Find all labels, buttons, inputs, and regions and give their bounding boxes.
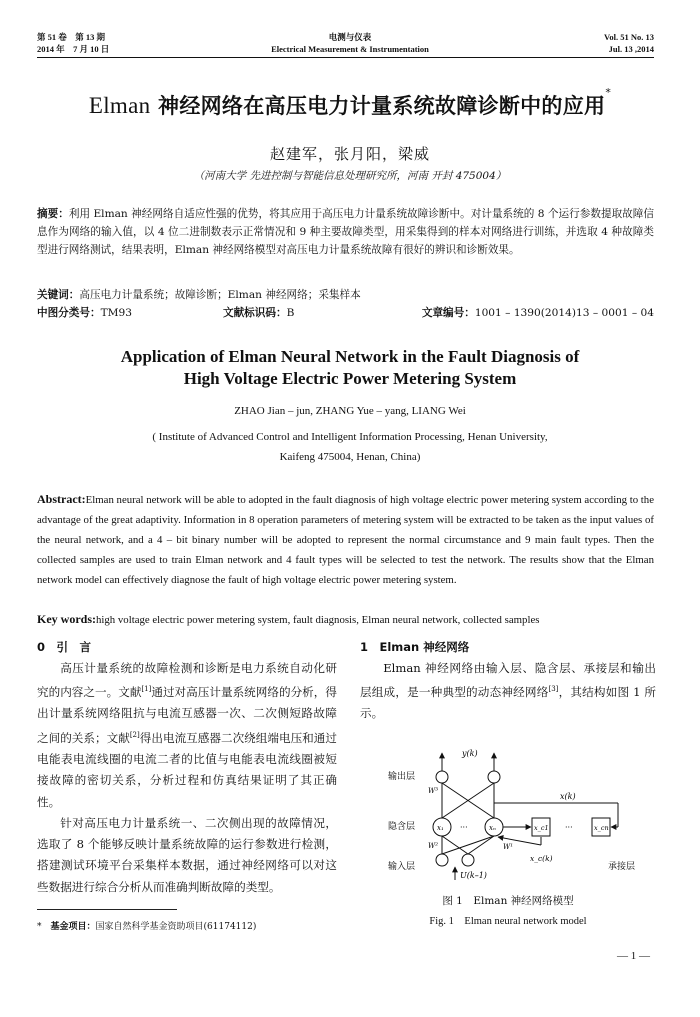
article-number — [422, 305, 654, 321]
clc-number — [37, 305, 132, 321]
section-1-paragraph-1 — [360, 658, 656, 725]
hidden-dots: ··· — [460, 823, 468, 832]
header-vol-issue-en: Vol. 51 No. 13 — [604, 32, 654, 42]
keywords-en-label: Key words: — [37, 612, 96, 626]
label-u-k1: U(k–1) — [460, 871, 487, 880]
input-node-1 — [436, 854, 448, 866]
article-no-value: 1001 – 1390(2014)13 – 0001 – 04 — [474, 307, 654, 319]
hidden-node-xn-label: xₙ — [489, 824, 496, 832]
keywords-cn-label: 关键词： — [37, 289, 80, 301]
keywords-cn — [37, 287, 654, 303]
label-w2: W² — [428, 842, 439, 850]
s1p1-part-a: Elman 神经网络由输入层、隐含层、承接层和输出层组成，是一种典型的动态神经网络 — [360, 661, 656, 700]
abstract-en — [37, 489, 654, 590]
section-0-body — [37, 658, 337, 898]
label-w3: W³ — [428, 787, 439, 795]
doc-code-value: B — [286, 307, 295, 319]
authors-en: ZHAO Jian – jun, ZHANG Yue – yang, LIANG Wei — [234, 405, 466, 417]
context-node-xcn-label: x_cn — [594, 824, 609, 832]
doc-code — [223, 305, 294, 321]
header-rule — [37, 57, 654, 58]
footnote-rule — [37, 909, 177, 910]
label-output-layer: 输出层 — [388, 772, 416, 782]
s1p1-part-b: ，其结构如图 1 所示。 — [360, 685, 656, 721]
context-node-xc1-label: x_c1 — [534, 824, 549, 832]
label-w1: W¹ — [503, 843, 514, 851]
title-cn-latin: Elman — [88, 93, 151, 118]
context-dots: ··· — [565, 823, 573, 832]
title-cn — [0, 86, 700, 120]
title-en — [0, 346, 700, 390]
header-journal — [0, 31, 700, 55]
abstract-en-text: Elman neural network will be able to adopted in the fault diagnosis of high voltage electric power metering system according to the advantage of the great adaptivity. Information in 8 operation parameters of metering system will be extracted to be taken as the input values of the neural network, and a 4 – bit binary number will be adopted to represent the normal circumstance and 9 main fault types. Then the collected samples are used to train Elman network and 4 fault types will be selected to test the network. The results show that the Elman network model can effectively diagnose the fault of high voltage electric power metering system. — [37, 494, 654, 586]
affiliation-en-line2: Kaifeng 475004, Henan, China) — [279, 451, 421, 463]
citation-ref-1: [1] — [141, 685, 152, 694]
figure-1-caption-en: Fig. 1 Elman neural network model — [429, 916, 587, 927]
label-xc-k: x_c(k) — [530, 854, 553, 863]
header-journal-en: Electrical Measurement & Instrumentation — [271, 44, 429, 54]
label-y-k: y(k) — [462, 749, 478, 758]
footnote-mark: * — [37, 922, 42, 932]
title-cn-rest: 神经网络在高压电力计量系统故障诊断中的应用 — [150, 94, 606, 118]
section-0-paragraph-1 — [37, 658, 337, 813]
keywords-en-text: high voltage electric power metering system, fault diagnosis, Elman neural network, collected samples — [96, 614, 540, 626]
section-0-heading: 0 引 言 — [37, 640, 92, 654]
page-number: — 1 — — [617, 950, 650, 962]
section-1-heading: 1 Elman 神经网络 — [360, 640, 470, 654]
clc-value: TM93 — [100, 307, 132, 319]
label-hidden-layer: 隐含层 — [388, 822, 416, 832]
output-node-2 — [488, 771, 500, 783]
abstract-cn-label: 摘要： — [37, 208, 69, 220]
input-node-2 — [462, 854, 474, 866]
abstract-cn — [37, 205, 654, 259]
affiliation-en-line1: ( Institute of Advanced Control and Intelligent Information Processing, Henan University, — [152, 431, 548, 443]
section-0-paragraph-2: 针对高压电力计量系统一、二次侧出现的故障情况，选取了 8 个能够反映计量系统故障的运行参数进行检测，搭建测试环境平台采集样本数据，通过神经网络可以对这些数据进行综合分析从而准确判断故障的类型。 — [37, 815, 337, 894]
header-vol-issue-cn: 第 51 卷 第 13 期 — [37, 32, 106, 42]
output-node-1 — [436, 771, 448, 783]
clc-label: 中图分类号： — [37, 307, 101, 319]
abstract-en-label: Abstract: — [37, 492, 86, 506]
abstract-cn-text: 利用 Elman 神经网络自适应性强的优势，将其应用于高压电力计量系统故障诊断中。对计量系统的 8 个运行参数提取故障信息作为网络的输入值，以 4 位二进制数表示正常情况和 9 种主要故障类型，用采集得到的样本对网络进行训练，并选取 4 种故障类型进行网络测试，结果表明，Elman 神经网络模型对高压电力计量系统故障有很好的辨识和诊断效果。 — [37, 208, 655, 256]
title-fund-mark: * — [605, 86, 612, 99]
affiliation-en — [0, 427, 700, 467]
header-volume-info-en — [604, 31, 654, 55]
s0p1-part-a: 高压计量系统的故障检测和诊断是电力系统自动化研究的内容之一。文献 — [37, 661, 337, 700]
citation-ref-3: [3] — [548, 685, 559, 694]
header-date-en: Jul. 13 ,2014 — [608, 44, 654, 54]
figure-1-caption-cn: 图 1 Elman 神经网络模型 — [442, 895, 574, 907]
title-en-line1: Application of Elman Neural Network in the Fault Diagnosis of — [120, 347, 580, 366]
authors-cn: 赵建军，张月阳，梁威 — [269, 145, 430, 163]
keywords-cn-text: 高压电力计量系统；故障诊断；Elman 神经网络；采集样本 — [79, 289, 361, 301]
article-no-label: 文章编号： — [421, 307, 475, 319]
footnote-text: 国家自然科学基金资助项目(61174112) — [95, 922, 257, 932]
label-context-layer: 承接层 — [608, 862, 636, 872]
hidden-node-x1-label: x₁ — [437, 824, 444, 832]
s0p1-part-c: 得出电流互感器二次绕组端电压和通过电能表电流线圈的电流二者的比值与电能表电流线圈被短接故障的密切关系，分析过程和仿真结果证明了其正确性。 — [37, 730, 337, 809]
title-en-line2: High Voltage Electric Power Metering System — [183, 369, 517, 388]
citation-ref-2: [2] — [129, 730, 140, 739]
footnote-label: 基金项目： — [50, 922, 96, 932]
header-date-cn: 2014 年 7 月 10 日 — [37, 44, 110, 54]
footnote — [37, 919, 256, 932]
figure-elman-network — [360, 745, 656, 880]
doc-code-label: 文献标识码： — [223, 307, 287, 319]
header-journal-cn: 电测与仪表 — [328, 32, 372, 42]
s0p1-part-b: 通过对高压计量系统网络的分析，得出计量系统网络阻抗与电流互感器一次、二次侧短路故障之间的关系；文献 — [37, 685, 337, 745]
label-input-layer: 输入层 — [388, 862, 416, 872]
affiliation-cn: （河南大学 先进控制与智能信息处理研究所，河南 开封 475004） — [193, 170, 507, 182]
keywords-en — [37, 610, 654, 629]
section-1-body — [360, 658, 656, 725]
label-x-k: x(k) — [560, 792, 576, 801]
